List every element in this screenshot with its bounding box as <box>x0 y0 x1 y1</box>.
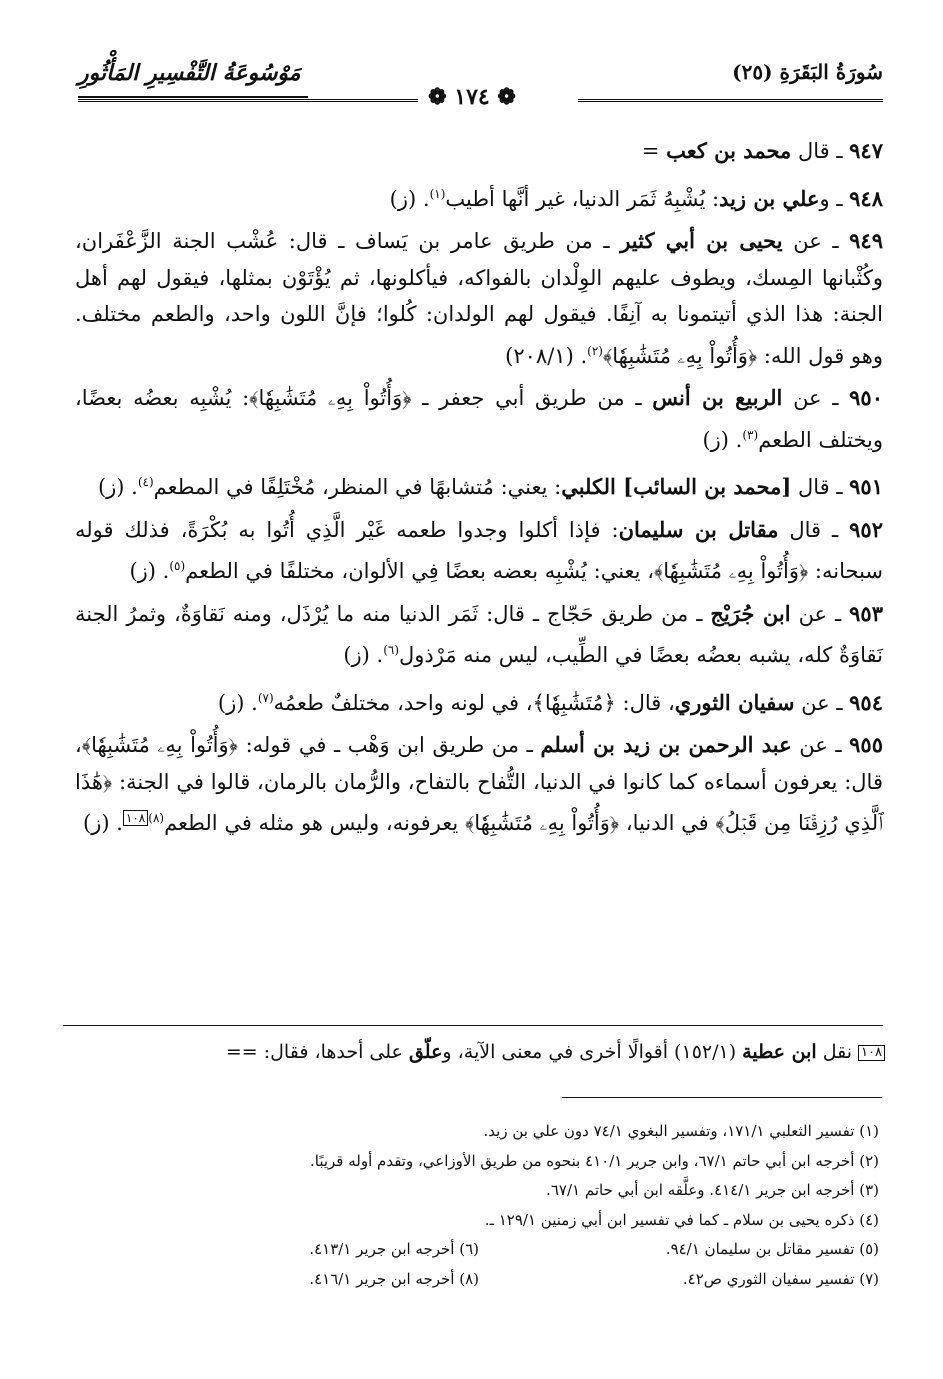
footnote-separator <box>562 1097 882 1098</box>
footnote-ref[interactable]: (٤) <box>137 475 154 489</box>
commentary-box: ١٠٨ <box>858 1045 885 1061</box>
paragraph: ٩٥٢ ـ قال مقاتل بن سليمان: فإذا أكلوا وجدوا طعمه غَيْر الَّذِي أُتُوا به بُكْرَةً، فذلك قوله سبحانه: ﴿وَأُتُواْ بِهِۦ مُتَشَٰبِهٗا﴾، يعني: يُشْبِه بعضه بعضًا فِي الألوان، مختلفًا في الطعم$^{(٥)}$. (ز) <box>75 516 883 583</box>
footnote-row <box>64 1265 879 1295</box>
footnote-ref[interactable]: (٨) <box>148 811 165 825</box>
footnote-ref[interactable]: (٣) <box>742 427 759 442</box>
footnote-ref[interactable]: (٢) <box>587 343 603 358</box>
paragraph: ٩٥٣ ـ عن ابن جُرَيْج ـ من طريق حَجّاج ـ قال: ثَمَر الدنيا منه ما يُرْذَل، ومنه نَقاوَةٌ، وثمرُ الجنة نَقاوَةٌ كله، يشبه بعضُه بعضًا في الطِّيب، ليس منه مَرْذول$^{(٦)}$. (ز) <box>75 600 883 667</box>
paragraph: ٩٥٤ ـ عن سفيان الثوري، قال: ﴿مُتَشَٰبِهٗا﴾، في لونه واحد، مختلفٌ طعمُه$^{(٧)}$. (ز) <box>217 689 883 715</box>
footnote: (٧) تفسير سفيان الثوري ص٤٢. <box>682 1269 879 1288</box>
footnote: (٥) تفسير مقاتل بن سليمان ٩٤/١. <box>665 1240 879 1258</box>
header-rule-left <box>78 99 418 102</box>
footnotes <box>64 1117 879 1294</box>
paragraph: ٩٤٨ ـ وعلي بن زيد: يُشْبِهُ ثَمَر الدنيا، غير أنَّها أطيب$^{(١)}$. (ز) <box>389 185 883 211</box>
commentary-note: ١٠٨ نقل ابن عطية (١٥٢/١) أقوالًا أخرى في معنى الآية، وعلّق على أحدها، فقال: == <box>55 1036 885 1068</box>
header-rule-right <box>578 99 883 102</box>
book-title: مَوْسُوعَةُ التَّفْسِيرِ المَأْثُورِ <box>78 60 308 98</box>
footnote: (٨) أخرجه ابن جرير ٤١٦/١. <box>309 1269 479 1288</box>
paragraph: ٩٥٠ ـ عن الربيع بن أنس ـ من طريق أبي جعفر ـ ﴿وَأُتُواْ بِهِۦ مُتَشَٰبِهٗا﴾: يُشْبِه بعضُه بعضًا، ويختلف الطعم$^{(٣)}$. (ز) <box>75 385 883 452</box>
paragraph: ٩٥١ ـ قال [محمد بن السائب] الكلبي: يعني: مُتشابهًا في المنظر، مُخْتَلِفًا في المطعم$^{(٤)}$. (ز) <box>97 474 883 499</box>
paragraph: ٩٤٧ ـ قال محمد بن كعب = <box>641 138 883 163</box>
footnote-ref[interactable]: (٥) <box>169 559 186 573</box>
footnote: (٢) أخرجه ابن أبي حاتم ٦٧/١، وابن جرير ٤١٠/١ بنحوه من طريق الأوزاعي، وتقدم أوله قريبًا. <box>309 1151 879 1170</box>
footnote: (٦) أخرجه ابن جرير ٤١٣/١. <box>309 1240 479 1258</box>
commentary-ref-box[interactable]: ١٠٨ <box>123 810 148 826</box>
footnote-ref[interactable]: (١) <box>429 186 446 201</box>
paragraph: ٩٥٥ ـ عن عبد الرحمن بن زيد بن أسلم ـ من طريق ابن وَهْب ـ في قوله: ﴿وَأُتُواْ بِهِۦ مُتَشَٰبِهٗا﴾، قال: يعرفون أسماءه كما كانوا في الدنيا، التُّفاح بالتفاح، والرُّمان بالرمان، قالوا في الجنة: ﴿هَٰذَا ٱلَّذِي رُزِقۡنَا مِن قَبۡلُ﴾ في الدنيا، ﴿وَأُتُواْ بِهِۦ مُتَشَٰبِهٗا﴾ يعرفونه، وليس هو مثله في الطعم$^{(٨)}$١٠٨. (ز) <box>75 732 883 835</box>
page-number: ❁ ١٧٤ ❁ <box>428 84 516 110</box>
body-text <box>75 133 883 848</box>
footnote-ref[interactable]: (٦) <box>383 643 400 657</box>
surah-title: سُورَةُ البَقَرَةِ (٢٥) <box>732 60 883 84</box>
footnote: (٤) ذكره يحيى بن سلام ـ كما في تفسير ابن أبي زمنين ١٢٩/١ ـ. <box>484 1210 879 1229</box>
commentary-separator <box>63 1025 883 1026</box>
footnote: (١) تفسير الثعلبي ١٧١/١، وتفسير البغوي ٧٤/١ دون علي بن زيد. <box>483 1122 879 1140</box>
footnote: (٣) أخرجه ابن جرير ٤١٤/١. وعلَّقه ابن أبي حاتم ٦٧/١. <box>546 1181 879 1199</box>
footnote-ref[interactable]: (٧) <box>257 690 274 705</box>
footnote-row <box>64 1235 879 1265</box>
paragraph: ٩٤٩ ـ عن يحيى بن أبي كثير ـ من طريق عامر بن يَساف ـ قال: عُشْب الجنة الزَّعْفَران، وكُثْبانها المِسك، ويطوف عليهم الوِلْدان بالفواكه، فيأكلونها، ثم يُؤْتَوْن بمثلها، فيقول لهم أهل الجنة: هذا الذي أتيتمونا به آنِفًا. فيقول لهم الولدان: كُلوا؛ فإنَّ اللون واحد، والطعم مختلف. وهو قول الله: ﴿وَأُتُواْ بِهِۦ مُتَشَٰبِهٗا﴾$^{(٢)}$. (٢٠٨/١) <box>75 228 883 368</box>
